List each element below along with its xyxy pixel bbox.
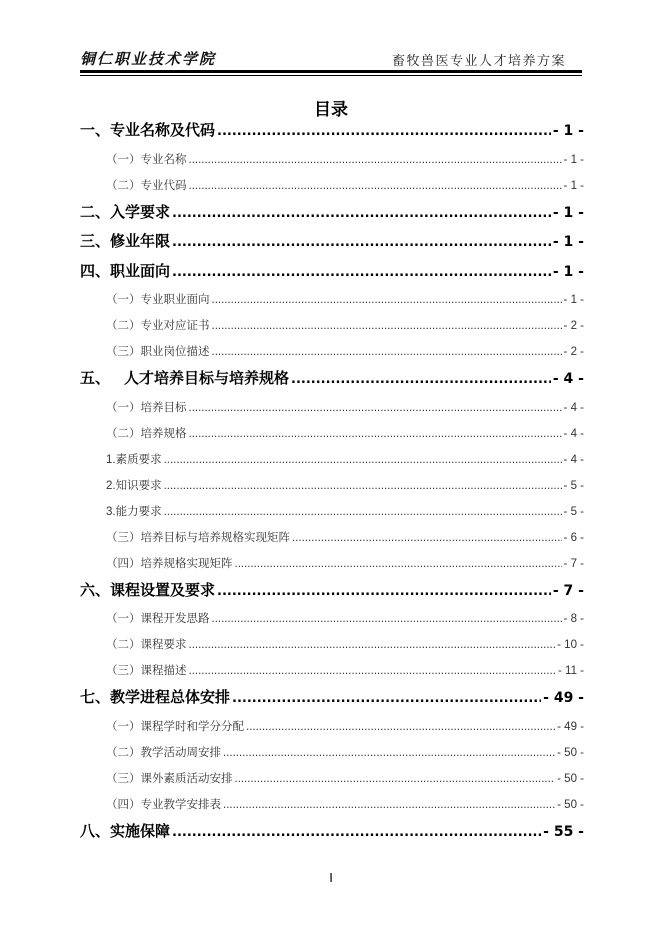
toc-leader-dots xyxy=(172,199,551,229)
toc-entry-page: - 4 - xyxy=(563,401,584,414)
toc-entry-page: - 2 - xyxy=(563,320,584,332)
toc-entry-2[interactable] xyxy=(80,198,584,228)
toc-leader-dots xyxy=(212,287,562,313)
toc-entry-7-4[interactable] xyxy=(80,791,584,817)
toc-entry-6[interactable] xyxy=(80,576,584,606)
toc-entry-page: - 8 - xyxy=(563,613,584,625)
toc-entry-5-3[interactable] xyxy=(80,524,584,550)
header-rule-thick xyxy=(80,70,582,73)
toc-entry-label: （三）职业岗位描述 xyxy=(106,344,210,358)
toc-entry-5-2-3[interactable] xyxy=(80,498,584,524)
toc-leader-dots xyxy=(212,313,562,339)
toc-entry-1-2[interactable] xyxy=(80,172,584,198)
toc-entry-page: - 7 - xyxy=(552,582,584,599)
toc-entry-label: （二）专业代码 xyxy=(106,177,187,192)
toc-entry-label: （二）课程要求 xyxy=(106,637,187,651)
toc-title: 目录 xyxy=(314,100,348,120)
toc-entry-label: （一）专业职业面向 xyxy=(106,292,210,306)
toc-entry-label: （一）课程开发思路 xyxy=(106,611,210,625)
toc-entry-number: 2. xyxy=(106,479,116,492)
toc-entry-7-1[interactable] xyxy=(80,713,584,739)
toc-entry-7-2[interactable] xyxy=(80,739,584,765)
toc-leader-dots xyxy=(235,766,556,792)
toc-entry-label: （二）培养规格 xyxy=(106,425,187,440)
toc-leader-dots xyxy=(189,632,556,658)
toc-entry-page: - 6 - xyxy=(563,531,584,544)
toc-leader-dots xyxy=(189,173,562,199)
toc-leader-dots xyxy=(232,684,541,714)
toc-leader-dots xyxy=(172,228,551,258)
toc-leader-dots xyxy=(164,473,562,499)
toc-entry-page: - 55 - xyxy=(543,823,584,840)
toc-entry-page: - 1 - xyxy=(552,234,584,250)
toc-entry-label: 一、专业名称及代码 xyxy=(80,121,216,139)
toc-entry-label: （三）培养目标与培养规格实现矩阵 xyxy=(106,529,290,544)
toc-entry-page: - 50 - xyxy=(557,746,584,759)
toc-entry-page: - 10 - xyxy=(557,639,584,651)
toc-leader-dots xyxy=(189,147,562,173)
toc-entry-page: - 4 - xyxy=(552,371,584,387)
toc-entry-page: - 7 - xyxy=(563,557,584,570)
toc-entry-page: - 1 - xyxy=(563,294,584,306)
toc-entry-label: （一）课程学时和学分分配 xyxy=(106,718,244,733)
page-number: I xyxy=(329,870,333,885)
toc-entry-5-1[interactable] xyxy=(80,394,584,420)
toc-entry-label: （一）专业名称 xyxy=(106,151,187,166)
toc-leader-dots xyxy=(217,577,551,607)
toc-leader-dots xyxy=(189,421,562,447)
toc-entry-label: 知识要求 xyxy=(115,477,162,492)
toc-leader-dots xyxy=(164,447,562,473)
toc-entry-label: （二）专业对应证书 xyxy=(106,318,210,332)
toc-entry-page: - 1 - xyxy=(563,179,584,192)
toc-entry-label: （三）课外素质活动安排 xyxy=(106,770,233,785)
toc-entry-page: - 4 - xyxy=(563,427,584,440)
toc-entry-label: 七、教学进程总体安排 xyxy=(80,688,231,706)
toc-entry-page: - 49 - xyxy=(543,690,584,706)
toc-entry-page: - 2 - xyxy=(563,346,584,358)
toc-entry-4[interactable] xyxy=(80,257,584,287)
table-of-contents xyxy=(80,116,584,846)
toc-leader-dots xyxy=(223,792,555,818)
toc-entry-6-3[interactable] xyxy=(80,657,584,683)
toc-entry-1-1[interactable] xyxy=(80,146,584,172)
toc-leader-dots xyxy=(292,525,562,551)
toc-entry-label: 八、实施保障 xyxy=(80,821,171,840)
toc-entry-page: - 5 - xyxy=(563,479,584,492)
toc-entry-label-prefix: 五、 xyxy=(80,369,111,387)
toc-entry-6-2[interactable] xyxy=(80,631,584,657)
toc-entry-page: - 50 - xyxy=(557,772,584,785)
toc-entry-5-4[interactable] xyxy=(80,550,584,576)
toc-entry-label: 人才培养目标与培养规格 xyxy=(124,369,290,387)
toc-leader-dots xyxy=(172,258,551,288)
toc-entry-4-1[interactable] xyxy=(80,286,584,312)
toc-entry-page: - 5 - xyxy=(563,505,584,518)
toc-entry-5-2-2[interactable] xyxy=(80,472,584,498)
toc-entry-label: 能力要求 xyxy=(115,503,162,518)
toc-leader-dots xyxy=(189,395,562,421)
toc-entry-6-1[interactable] xyxy=(80,605,584,631)
toc-entry-label: （四）专业教学安排表 xyxy=(106,796,221,811)
toc-entry-page: - 50 - xyxy=(557,798,584,811)
header-rule-thin xyxy=(80,75,582,76)
toc-entry-label: 三、修业年限 xyxy=(80,232,171,250)
toc-entry-7-3[interactable] xyxy=(80,765,584,791)
toc-entry-5[interactable] xyxy=(80,364,584,394)
toc-entry-page: - 4 - xyxy=(563,453,584,466)
toc-entry-label: （二）教学活动周安排 xyxy=(106,744,221,759)
toc-entry-page: - 49 - xyxy=(557,720,584,733)
toc-leader-dots xyxy=(189,658,557,684)
toc-leader-dots xyxy=(291,365,551,395)
toc-leader-dots xyxy=(172,818,541,848)
toc-entry-7[interactable] xyxy=(80,683,584,713)
toc-entry-label: 素质要求 xyxy=(115,451,162,466)
toc-entry-8[interactable] xyxy=(80,817,584,847)
toc-entry-label: 六、课程设置及要求 xyxy=(80,580,216,599)
toc-leader-dots xyxy=(235,551,562,577)
page-header xyxy=(80,48,582,70)
toc-leader-dots xyxy=(246,714,555,740)
toc-entry-label: （四）培养规格实现矩阵 xyxy=(106,555,233,570)
toc-entry-label: （三）课程描述 xyxy=(106,663,187,677)
toc-entry-3[interactable] xyxy=(80,227,584,257)
toc-entry-5-2-1[interactable] xyxy=(80,446,584,472)
toc-entry-1[interactable] xyxy=(80,116,584,146)
toc-entry-label: 四、职业面向 xyxy=(80,261,171,280)
toc-entry-number: 3. xyxy=(106,505,116,518)
toc-leader-dots xyxy=(217,117,551,147)
toc-entry-page: - 11 - xyxy=(558,665,584,677)
toc-leader-dots xyxy=(223,740,555,766)
toc-entry-4-3[interactable] xyxy=(80,338,584,364)
toc-entry-page: - 1 - xyxy=(552,204,584,221)
toc-entry-page: - 1 - xyxy=(563,153,584,166)
toc-entry-number: 1. xyxy=(106,453,116,466)
toc-entry-page: - 1 - xyxy=(552,263,584,280)
toc-entry-page: - 1 - xyxy=(552,123,584,139)
toc-entry-5-2[interactable] xyxy=(80,420,584,446)
document-title: 畜牧兽医专业人才培养方案 xyxy=(391,54,566,69)
institution-name: 铜仁职业技术学院 xyxy=(80,50,217,68)
toc-entry-label: （一）培养目标 xyxy=(106,399,187,414)
toc-entry-label: 二、入学要求 xyxy=(80,202,171,221)
toc-leader-dots xyxy=(212,339,562,365)
toc-entry-4-2[interactable] xyxy=(80,312,584,338)
toc-leader-dots xyxy=(212,606,562,632)
toc-leader-dots xyxy=(164,499,562,525)
